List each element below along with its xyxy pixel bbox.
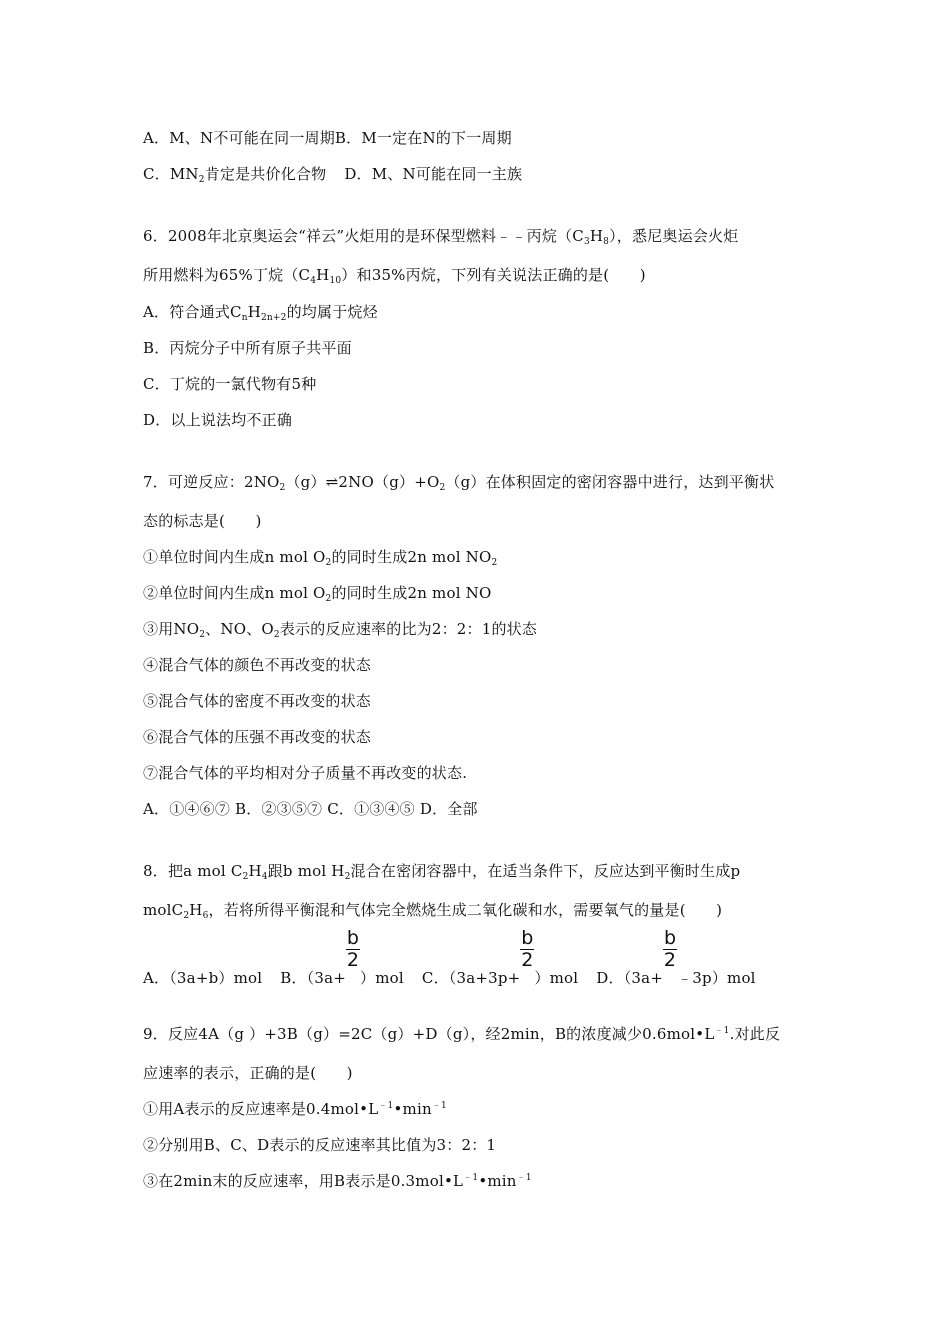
q8-stem-line2: $molC_2H_6$，若将所得平衡混和气体完全燃烧生成二氧化碳和水，需要氧气的量是( ) xyxy=(143,901,723,921)
q5-option-c: C．$MN_2$肯定是共价化合物 xyxy=(143,165,327,185)
q9-statement-2: ②分别用B、C、D表示的反应速率其比值为3：2：1 xyxy=(143,1136,497,1154)
q6-option-a: A．符合通式$C_nH_{2n+2}$的均属于烷烃 xyxy=(143,303,378,323)
q8-option-d: D．（3a+ $\frac{b}{2}$ ﹣3p）mol xyxy=(596,927,756,987)
q9-stem-line2: 应速率的表示，正确的是( ) xyxy=(143,1064,353,1082)
q8-option-a: A．（3a+b）mol xyxy=(143,969,263,987)
q5-option-b: B．M一定在N的下一周期 xyxy=(334,129,512,147)
q7-options: A．①④⑥⑦ B．②③⑤⑦ C．①③④⑤ D．全部 xyxy=(143,800,478,818)
q8-stem-line1: 8．把a mol $C_2H_4$跟b mol $H_2$混合在密闭容器中，在适当条件下，反应达到平衡时生成p xyxy=(143,862,741,882)
q8-option-c: C．（3a+3p+ $\frac{b}{2}$ ）mol xyxy=(421,927,579,987)
q6-stem-line2: 所用燃料为65%丁烷$(C_4H_{10})$和35%丙烷，下列有关说法正确的是( ) xyxy=(143,266,646,286)
fraction-b-over-2: $\frac{b}{2}$ xyxy=(346,927,360,971)
q5-options-cd xyxy=(143,164,522,184)
q8-option-b: B．（3a+ $\frac{b}{2}$ ）mol xyxy=(280,927,404,987)
q7-statement-4: ④混合气体的颜色不再改变的状态 xyxy=(143,656,372,674)
q9-stem-line1: 9．反应4A（g ）+3B（g）=2C（g）+D（g），经2min，B的浓度减少$0.6mol•L^{﹣1}$.对此反 xyxy=(143,1025,781,1043)
q8-options xyxy=(143,927,756,988)
q6-option-b: B．丙烷分子中所有原子共平面 xyxy=(143,339,352,357)
q6-stem-line1: 6．2008年北京奥运会“祥云”火炬用的是环保型燃料﹣﹣丙烷$(C_3H_8)$，悉尼奥运会火炬 xyxy=(143,227,739,247)
q9-statement-1: ①用A表示的反应速率是$0.4mol•L^{﹣1}•\min^{﹣1}$ xyxy=(143,1100,447,1118)
q7-statement-2: ②单位时间内生成n mol $O_2$的同时生成2n mol NO xyxy=(143,584,492,604)
fraction-b-over-2: $\frac{b}{2}$ xyxy=(663,927,677,971)
fraction-b-over-2: $\frac{b}{2}$ xyxy=(521,927,534,971)
q7-statement-7: ⑦混合气体的平均相对分子质量不再改变的状态. xyxy=(143,764,468,782)
q7-statement-5: ⑤混合气体的密度不再改变的状态 xyxy=(143,692,372,710)
q7-statement-3: ③用$NO_2$、NO、$O_2$表示的反应速率的比为2：2：1的状态 xyxy=(143,620,538,640)
q7-stem-line1: 7．可逆反应：$2NO_2(g)\rightleftharpoons 2NO(g)+O_2(g)$在体积固定的密闭容器中进行，达到平衡状 xyxy=(143,473,775,493)
q7-statement-6: ⑥混合气体的压强不再改变的状态 xyxy=(143,728,372,746)
q6-option-d: D．以上说法均不正确 xyxy=(143,411,293,429)
q7-statement-1: ①单位时间内生成n mol $O_2$的同时生成2n mol $NO_2$ xyxy=(143,548,498,568)
q5-option-d: D．M、N可能在同一主族 xyxy=(344,165,523,183)
q5-options-ab xyxy=(143,128,512,148)
q6-option-c: C．丁烷的一氯代物有5种 xyxy=(143,375,317,393)
q5-option-a: A．M、N不可能在同一周期 xyxy=(143,129,335,147)
q9-statement-3: ③在2min末的反应速率，用B表示是$0.3mol•L^{﹣1}•\min^{﹣1}$ xyxy=(143,1172,532,1190)
q7-stem-line2: 态的标志是( ) xyxy=(143,512,262,530)
